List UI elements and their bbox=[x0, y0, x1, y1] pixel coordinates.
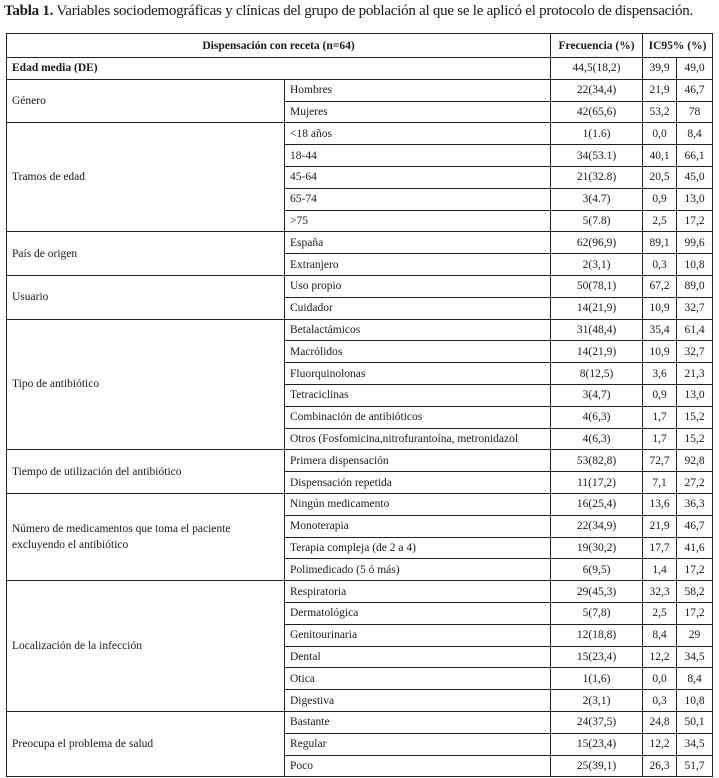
row-label: Betalactámicos bbox=[285, 319, 551, 341]
ci-low-value: 0,9 bbox=[643, 384, 677, 406]
row-label: Mujeres bbox=[285, 101, 551, 123]
frequency-value: 4(6,3) bbox=[551, 428, 643, 450]
ci-high-value: 51,7 bbox=[677, 755, 713, 777]
table-row bbox=[7, 319, 713, 341]
category-label: Tiempo de utilización del antibiótico bbox=[7, 450, 285, 494]
frequency-value: 6(9,5) bbox=[551, 559, 643, 581]
ci-high-value: 36,3 bbox=[677, 493, 713, 515]
ci-high-value: 13,0 bbox=[677, 188, 713, 210]
ci-high-value: 10,8 bbox=[677, 690, 713, 712]
frequency-value: 5(7.8) bbox=[551, 210, 643, 232]
ci-high-value: 27,2 bbox=[677, 472, 713, 494]
table-row bbox=[7, 275, 713, 297]
summary-frequency: 44,5(18,2) bbox=[551, 58, 643, 80]
ci-high-value: 46,7 bbox=[677, 515, 713, 537]
ci-high-value: 66,1 bbox=[677, 145, 713, 167]
ci-low-value: 2,5 bbox=[643, 210, 677, 232]
row-label: 45-64 bbox=[285, 166, 551, 188]
ci-low-value: 1,7 bbox=[643, 406, 677, 428]
header-group: Dispensación con receta (n=64) bbox=[7, 34, 551, 58]
row-label: <18 años bbox=[285, 123, 551, 145]
ci-low-value: 7,1 bbox=[643, 472, 677, 494]
row-label: Terapia compleja (de 2 a 4) bbox=[285, 537, 551, 559]
ci-low-value: 24,8 bbox=[643, 711, 677, 733]
category-label: Usuario bbox=[7, 275, 285, 319]
category-label: Tramos de edad bbox=[7, 123, 285, 232]
ci-high-value: 15,2 bbox=[677, 428, 713, 450]
frequency-value: 4(6,3) bbox=[551, 406, 643, 428]
ci-high-value: 21,3 bbox=[677, 363, 713, 385]
row-label: Regular bbox=[285, 733, 551, 755]
category-label: Número de medicamentos que toma el paciente excluyendo el antibiótico bbox=[7, 493, 285, 580]
row-label: Combinación de antibióticos bbox=[285, 406, 551, 428]
ci-low-value: 1,7 bbox=[643, 428, 677, 450]
caption-text: Variables sociodemográficas y clínicas del grupo de población al que se le aplicó el protocolo de dispensación. bbox=[53, 3, 693, 19]
header-row bbox=[7, 34, 713, 58]
frequency-value: 14(21,9) bbox=[551, 341, 643, 363]
frequency-value: 21(32.8) bbox=[551, 166, 643, 188]
frequency-value: 22(34,9) bbox=[551, 515, 643, 537]
data-table bbox=[6, 33, 713, 777]
ci-high-value: 61,4 bbox=[677, 319, 713, 341]
summary-ci-low: 39,9 bbox=[643, 58, 677, 80]
ci-high-value: 41,6 bbox=[677, 537, 713, 559]
frequency-value: 31(48,4) bbox=[551, 319, 643, 341]
ci-high-value: 50,1 bbox=[677, 711, 713, 733]
category-label: País de origen bbox=[7, 232, 285, 276]
category-label: Localización de la infección bbox=[7, 581, 285, 712]
table-row bbox=[7, 232, 713, 254]
row-label: >75 bbox=[285, 210, 551, 232]
row-label: Uso propio bbox=[285, 275, 551, 297]
ci-high-value: 78 bbox=[677, 101, 713, 123]
ci-low-value: 0,3 bbox=[643, 690, 677, 712]
frequency-value: 12(18,8) bbox=[551, 624, 643, 646]
frequency-value: 53(82,8) bbox=[551, 450, 643, 472]
ci-low-value: 0,0 bbox=[643, 123, 677, 145]
ci-high-value: 34,5 bbox=[677, 733, 713, 755]
row-label: Polimedicado (5 ó más) bbox=[285, 559, 551, 581]
frequency-value: 1(1,6) bbox=[551, 668, 643, 690]
frequency-value: 29(45,3) bbox=[551, 581, 643, 603]
row-label: Digestiva bbox=[285, 690, 551, 712]
frequency-value: 42(65,6) bbox=[551, 101, 643, 123]
row-label: Genitourinaria bbox=[285, 624, 551, 646]
ci-low-value: 0,9 bbox=[643, 188, 677, 210]
ci-low-value: 35,4 bbox=[643, 319, 677, 341]
row-label: Bastante bbox=[285, 711, 551, 733]
ci-high-value: 32,7 bbox=[677, 297, 713, 319]
ci-high-value: 29 bbox=[677, 624, 713, 646]
ci-high-value: 17,2 bbox=[677, 559, 713, 581]
ci-high-value: 32,7 bbox=[677, 341, 713, 363]
row-label: Cuidador bbox=[285, 297, 551, 319]
category-label: Tipo de antibiótico bbox=[7, 319, 285, 450]
ci-high-value: 17,2 bbox=[677, 602, 713, 624]
ci-low-value: 21,9 bbox=[643, 515, 677, 537]
row-label: Primera dispensación bbox=[285, 450, 551, 472]
ci-low-value: 26,3 bbox=[643, 755, 677, 777]
frequency-value: 24(37,5) bbox=[551, 711, 643, 733]
frequency-value: 15(23,4) bbox=[551, 733, 643, 755]
ci-low-value: 12,2 bbox=[643, 733, 677, 755]
frequency-value: 11(17,2) bbox=[551, 472, 643, 494]
row-label: Otros (Fosfomicina,nitrofurantoína, metronidazol bbox=[285, 428, 551, 450]
ci-high-value: 46,7 bbox=[677, 79, 713, 101]
ci-low-value: 67,2 bbox=[643, 275, 677, 297]
summary-row bbox=[7, 58, 713, 80]
ci-high-value: 99,6 bbox=[677, 232, 713, 254]
frequency-value: 50(78,1) bbox=[551, 275, 643, 297]
row-label: Respiratoria bbox=[285, 581, 551, 603]
row-label: Monoterapia bbox=[285, 515, 551, 537]
ci-high-value: 8,4 bbox=[677, 123, 713, 145]
row-label: 18-44 bbox=[285, 145, 551, 167]
category-label: Género bbox=[7, 79, 285, 123]
ci-high-value: 8,4 bbox=[677, 668, 713, 690]
ci-low-value: 10,9 bbox=[643, 297, 677, 319]
ci-high-value: 13,0 bbox=[677, 384, 713, 406]
row-label: España bbox=[285, 232, 551, 254]
frequency-value: 1(1.6) bbox=[551, 123, 643, 145]
frequency-value: 5(7,8) bbox=[551, 602, 643, 624]
category-label: Preocupa el problema de salud bbox=[7, 711, 285, 776]
ci-low-value: 8,4 bbox=[643, 624, 677, 646]
frequency-value: 19(30,2) bbox=[551, 537, 643, 559]
row-label: Macrólidos bbox=[285, 341, 551, 363]
row-label: Extranjero bbox=[285, 254, 551, 276]
caption-label: Tabla 1. bbox=[4, 3, 54, 19]
ci-low-value: 53,2 bbox=[643, 101, 677, 123]
table-row bbox=[7, 711, 713, 733]
ci-low-value: 12,2 bbox=[643, 646, 677, 668]
table-row bbox=[7, 123, 713, 145]
ci-low-value: 32,3 bbox=[643, 581, 677, 603]
frequency-value: 3(4.7) bbox=[551, 188, 643, 210]
ci-low-value: 3,6 bbox=[643, 363, 677, 385]
ci-high-value: 89,0 bbox=[677, 275, 713, 297]
ci-low-value: 40,1 bbox=[643, 145, 677, 167]
ci-low-value: 10,9 bbox=[643, 341, 677, 363]
ci-high-value: 58,2 bbox=[677, 581, 713, 603]
ci-high-value: 10,8 bbox=[677, 254, 713, 276]
frequency-value: 2(3,1) bbox=[551, 254, 643, 276]
ci-low-value: 1,4 bbox=[643, 559, 677, 581]
frequency-value: 8(12,5) bbox=[551, 363, 643, 385]
frequency-value: 2(3,1) bbox=[551, 690, 643, 712]
frequency-value: 34(53.1) bbox=[551, 145, 643, 167]
ci-high-value: 15,2 bbox=[677, 406, 713, 428]
table-row bbox=[7, 79, 713, 101]
row-label: Dermatológica bbox=[285, 602, 551, 624]
ci-low-value: 13,6 bbox=[643, 493, 677, 515]
row-label: Poco bbox=[285, 755, 551, 777]
row-label: Fluorquinolonas bbox=[285, 363, 551, 385]
row-label: Ningún medicamento bbox=[285, 493, 551, 515]
ci-high-value: 45,0 bbox=[677, 166, 713, 188]
summary-label: Edad media (DE) bbox=[7, 58, 551, 80]
summary-ci-high: 49,0 bbox=[677, 58, 713, 80]
header-ci: IC95% (%) bbox=[643, 34, 713, 58]
ci-low-value: 72,7 bbox=[643, 450, 677, 472]
row-label: Otica bbox=[285, 668, 551, 690]
frequency-value: 25(39,1) bbox=[551, 755, 643, 777]
ci-low-value: 2,5 bbox=[643, 602, 677, 624]
frequency-value: 15(23,4) bbox=[551, 646, 643, 668]
row-label: Hombres bbox=[285, 79, 551, 101]
table-caption bbox=[4, 3, 719, 20]
row-label: Dispensación repetida bbox=[285, 472, 551, 494]
frequency-value: 14(21,9) bbox=[551, 297, 643, 319]
row-label: Tetraciclinas bbox=[285, 384, 551, 406]
frequency-value: 3(4,7) bbox=[551, 384, 643, 406]
frequency-value: 62(96,9) bbox=[551, 232, 643, 254]
frequency-value: 22(34,4) bbox=[551, 79, 643, 101]
header-frequency: Frecuencia (%) bbox=[551, 34, 643, 58]
ci-low-value: 17,7 bbox=[643, 537, 677, 559]
table-row bbox=[7, 493, 713, 515]
table-row bbox=[7, 450, 713, 472]
row-label: 65-74 bbox=[285, 188, 551, 210]
ci-high-value: 17,2 bbox=[677, 210, 713, 232]
ci-low-value: 89,1 bbox=[643, 232, 677, 254]
ci-high-value: 92,8 bbox=[677, 450, 713, 472]
ci-low-value: 21,9 bbox=[643, 79, 677, 101]
ci-low-value: 0,0 bbox=[643, 668, 677, 690]
ci-low-value: 0,3 bbox=[643, 254, 677, 276]
row-label: Dental bbox=[285, 646, 551, 668]
ci-high-value: 34,5 bbox=[677, 646, 713, 668]
table-row bbox=[7, 581, 713, 603]
ci-low-value: 20,5 bbox=[643, 166, 677, 188]
frequency-value: 16(25,4) bbox=[551, 493, 643, 515]
